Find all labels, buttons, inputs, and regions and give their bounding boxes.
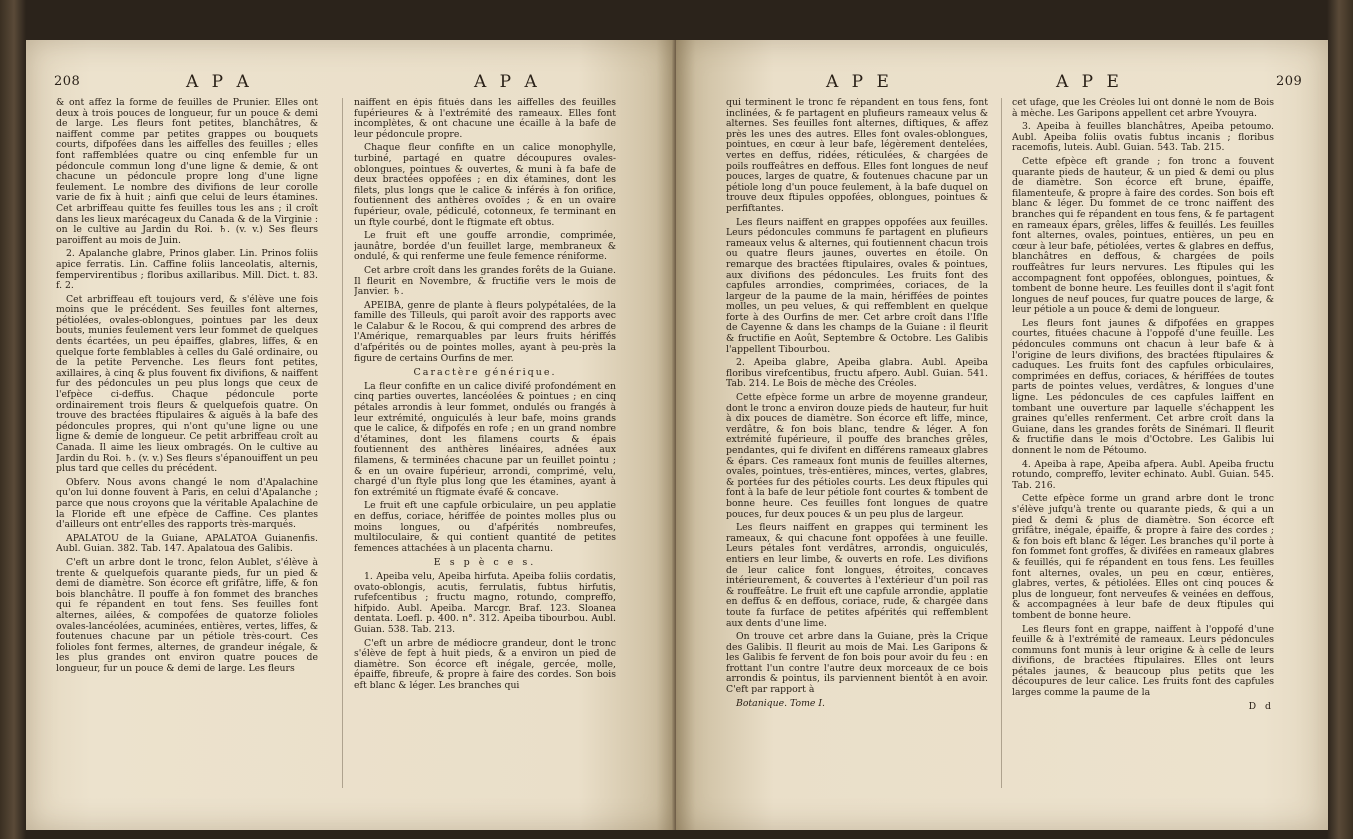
- right-page-number: 209: [1276, 74, 1303, 89]
- paragraph: C'eft un arbre de médiocre grandeur, dont le tronc s'élève de fept à huit pieds, & a environ un pied de diamètre. Son écorce eft inégale, gercée, molle, épaiffe, fibreufe, & propre à faire des cordes. Son bois eft blanc & léger. Les branches qui: [354, 637, 616, 691]
- paragraph: Les fleurs font jaunes & difpofées en grappes courtes, fituées chacune à l'oppofé d'une feuille. Les pédoncules communs ont chacun à leur bafe & à l'origine de leurs divifions, des bractées ftipulaires & caduques. Les fruits font des capfules orbiculaires, comprimées en deffus, coriaces, & hériffées de toutes parts de pointes velues, verdâtres, & longues d'une ligne. Les pédoncules de ces capfules laiffent en tombant une ouverture par laquelle s'échappent les graines qu'elles renferment. Cet arbre croît dans la Guiane, dans les grandes forêts de Sinémari. Il fleurit & fructifie dans le mois d'Octobre. Les Galibis lui donnent le nom de Pétoumo.: [1012, 317, 1274, 456]
- column-rule: [1001, 98, 1002, 788]
- left-header-word-2: A P A: [474, 72, 541, 92]
- paragraph: qui terminent le tronc fe répandent en tous fens, font inclinées, & fe partagent en plufieurs rameaux velus & alternes. Ses feuilles font alternes, diftiques, & affez près les unes des autres. Elles font ovales-oblongues, pointues, en cœur à leur bafe, légèrement dentelées, vertes en deffus, ridées, réticulées, & chargées de poils rouffeâtres en deffous. Elles font longues de neuf pouces, larges de quatre, & foutenues chacune par un pétiole long d'un pouce feulement, à la bafe duquel on trouve deux ftipules oppofées, oblongues, pointues & perfiftantes.: [726, 98, 988, 214]
- paragraph: On trouve cet arbre dans la Guiane, près la Crique des Galibis. Il fleurit au mois de Mai. Les Garipons & les Galibis fe fervent de fon bois pour avoir du feu : en frottant l'un contre l'autre deux morceaux de ce bois arrondis & pointus, ils parviennent bientôt à en avoir. C'eft par rapport à: [726, 631, 988, 696]
- paragraph: cet ufage, que les Créoles lui ont donné le nom de Bois à mèche. Les Garipons appellent cet arbre Yvouyra.: [1012, 98, 1274, 119]
- right-column-1: [726, 98, 988, 810]
- left-page: [26, 40, 676, 830]
- paragraph: Cet arbriffeau eft toujours verd, & s'élève une fois moins que le précédent. Ses feuilles font alternes, pétiolées, ovales-oblongues, pointues par les deux bouts, munies feulement vers leur fommet de quelques dents écartées, un peu épaiffes, glabres, liffes, & en quelque forte femblables à celles du Galé ordinaire, ou de la petite Pervenche. Les fleurs font petites, axillaires, à cinq & plus fouvent fix divifions, & naiffent fur des pédoncules un peu plus longs que ceux de l'efpèce ci-deffus. Chaque pédoncule porte ordinairement trois fleurs & quelquefois quatre. On trouve des bractées ftipulaires & aiguës à la bafe des pédoncules propres, qui n'ont qu'une ligne ou une ligne & demie de longueur. Ce petit arbriffeau croît au Canada. Il aime les lieux ombragés. On le cultive au Jardin du Roi. ♄. (v. v.) Ses fleurs s'épanouiffent un peu plus tard que celles du précédent.: [56, 293, 318, 475]
- footer-signature: Botanique. Tome I.: [736, 697, 825, 709]
- signature-mark: D d: [1248, 700, 1274, 712]
- section-heading: E s p è c e s.: [433, 557, 537, 569]
- paragraph: & ont affez la forme de feuilles de Prunier. Elles ont deux à trois pouces de longueur, fur un pouce & demi de large. Les fleurs font petites, blanchâtres, & naiffent comme par petites grappes ou bouquets courts, difpofées dans les aiffelles des feuilles ; elles font raffemblées quatre ou cinq enfemble fur un pédoncule commun long d'une ligne & demie, & ont chacune un pédoncule propre long d'une ligne feulement. Le nombre des divifions de leur corolle varie de fix à huit ; ainfi que celui de leurs étamines. Cet arbriffeau quitte fes feuilles tous les ans ; il croît dans les lieux marécageux du Canada & de la Virginie : on le cultive au Jardin du Roi. ♄. (v. v.) Ses fleurs paroiffent au mois de Juin.: [56, 98, 318, 246]
- paragraph: Obferv. Nous avons changé le nom d'Apalachine qu'on lui donne fouvent à Paris, en celui d'Apalanche ; parce que nous croyons que la véritable Apalachine de la Floride eft une efpèce de Caffine. Ces plantes d'ailleurs ont entr'elles des rapports très-marqués.: [56, 476, 318, 531]
- paragraph: 1. Apeiba velu, Apeiba hirfuta. Apeiba foliis cordatis, ovato-oblongis, acutis, ferrulatis, fubtus hirfutis, rufefcentibus ; fructu magno, rotundo, compreffo, hifpido. Aubl. Apeiba. Marcgr. Braf. 123. Sloanea dentata. Loefl. p. 400. n°. 312. Apeiba tibourbou. Aubl. Guian. 538. Tab. 213.: [354, 570, 616, 635]
- paragraph: C'eft un arbre dont le tronc, felon Aublet, s'élève à trente & quelquefois quarante pieds, fur un pied & demi de diamètre. Son écorce eft grifâtre, liffe, & fon bois blanchâtre. Il pouffe à fon fommet des branches qui fe répandent en tout fens. Ses feuilles font alternes, ailées, & compofées de quatorze folioles ovales-lancéolées, acuminées, entières, vertes, liffes, & foutenues chacune par un pétiole très-court. Ces folioles font fermes, alternes, de grandeur inégale, & les plus grandes ont environ quatre pouces de longueur, fur un pouce & demi de large. Les fleurs: [56, 556, 318, 674]
- right-page: [676, 40, 1328, 830]
- paragraph: La fleur confifte en un calice divifé profondément en cinq parties ouvertes, lancéolées & pointues ; en cinq pétales arrondis à leur fommet, ondulés ou frangés à leur extrémité, onguiculés à leur bafe, moins grands que le calice, & difpofés en rofe ; en un grand nombre d'étamines, dont les filamens courts & épais foutiennent des anthères linéaires, adnées aux filamens, & terminées chacune par un feuillet pointu ; & en un ovaire fupérieur, arrondi, comprimé, velu, chargé d'un ftyle plus long que les étamines, ayant à fon extrémité un ftigmate évafé & concave.: [354, 380, 616, 498]
- paragraph: Cette efpèce forme un arbre de moyenne grandeur, dont le tronc a environ douze pieds de hauteur, fur huit à dix pouces de diamètre. Son écorce eft liffe, mince, verdâtre, & fon bois blanc, tendre & léger. A fon extrémité fupérieure, il pouffe des branches grêles, pendantes, qui fe divifent en différens rameaux glabres & épars. Ces rameaux font munis de feuilles alternes, ovales, pointues, très-entières, minces, vertes, glabres, & portées fur des pétioles courts. Les deux ftipules qui font à la bafe de leur pétiole font courtes & tombent de bonne heure. Ces feuilles font longues de quatre pouces, fur deux pouces & un peu plus de largeur.: [726, 392, 988, 520]
- paragraph: Chaque fleur confifte en un calice monophylle, turbiné, partagé en quatre découpures ovales-oblongues, pointues & ouvertes, & muni à fa bafe de deux bractées oppofées ; en dix étamines, dont les filets, plus longs que le calice & inférés à fon orifice, foutiennent des anthères ovoïdes ; & en un ovaire fupérieur, ovale, pédiculé, cotonneux, fe terminant en un ftyle courbé, dont le ftigmate eft obtus.: [354, 142, 616, 228]
- paragraph: APEIBA, genre de plante à fleurs polypétalées, de la famille des Tilleuls, qui paroît avoir des rapports avec le Calabur & le Rocou, & qui comprend des arbres de l'Amérique, remarquables par leurs fruits hériffés d'afpérités ou de pointes molles, ayant à peu-près la figure de certains Ourfins de mer.: [354, 299, 616, 364]
- right-page-header: [676, 72, 1328, 98]
- right-column-2: [1012, 98, 1274, 810]
- paragraph: 2. Apalanche glabre, Prinos glaber. Lin. Prinos foliis apice ferratis. Lin. Caffine foliis lanceolatis, alternis, fempervirentibus ; floribus axillaribus. Mill. Dict. t. 83. f. 2.: [56, 248, 318, 292]
- paragraph: Cet arbre croît dans les grandes forêts de la Guiane. Il fleurit en Novembre, & fructifie vers le mois de Janvier. ♄.: [354, 264, 616, 298]
- left-header-word-1: A P A: [186, 72, 253, 92]
- paragraph: Le fruit eft une gouffe arrondie, comprimée, jaunâtre, bordée d'un feuillet large, membraneux & ondulé, & qui renferme une feule femence réniforme.: [354, 230, 616, 263]
- paragraph: APALATOU de la Guiane, APALATOA Guianenfis. Aubl. Guian. 382. Tab. 147. Apalatoua des Galibis.: [56, 532, 318, 555]
- paragraph: Les fleurs naiffent en grappes qui terminent les rameaux, & qui chacune font oppofées à une feuille. Leurs pétales font verdâtres, arrondis, onguiculés, entiers en leur limbe, & ouverts en rofe. Les divifions de leur calice font longues, étroites, concaves intérieurement, & couvertes à l'extérieur d'un poil ras & rouffeâtre. Le fruit eft une capfule arrondie, applatie en deffus & en deffous, coriace, rude, & chargée dans toute fa furface de petites afpérités qui reffemblent aux dents d'une lime.: [726, 522, 988, 629]
- paragraph: Les fleurs naiffent en grappes oppofées aux feuilles. Leurs pédoncules communs fe partagent en plufieurs rameaux velus & alternes, qui foutiennent chacun trois ou quatre fleurs jaunes, ouvertes en étoile. On remarque des bractées ftipulaires, ovales & pointues, aux divifions des pédoncules. Les fruits font des capfules arrondies, comprimées, coriaces, de la largeur de la paume de la main, hériffées de pointes molles, un peu velues, & qui reffemblent en quelque forte à des Ourfins de mer. Cet arbre croît dans l'Ifle de Cayenne & dans les champs de la Guiane : il fleurit & fructifie en Août, Septembre & Octobre. Les Galibis l'appellent Tibourbou.: [726, 216, 988, 355]
- paragraph: Cette efpèce forme un grand arbre dont le tronc s'élève jufqu'à trente ou quarante pieds, & qui a un pied & demi & plus de diamètre. Son écorce eft grifâtre, inégale, épaiffe, & propre à faire des cordes ; & fon bois eft blanc & léger. Les branches qu'il porte à fon fommet font groffes, & divifées en rameaux glabres & feuillés, qui fe répandent en tous fens. Les feuilles font alternes, ovales, un peu en cœur, entières, glabres, vertes, & pétiolées. Elles ont cinq pouces & plus de longueur, font nerveufes & veinées en deffous, & accompagnées à leur bafe de deux ftipules qui tombent de bonne heure.: [1012, 493, 1274, 621]
- paragraph: naiffent en épis fitués dans les aiffelles des feuilles fupérieures & à l'extrémité des rameaux. Elles font incomplètes, & ont chacune une écaille à la bafe de leur pédoncule propre.: [354, 98, 616, 140]
- left-column-2: [354, 98, 616, 810]
- left-page-header: [26, 72, 676, 98]
- paragraph: Le fruit eft une capfule orbiculaire, un peu applatie en deffus, coriace, hériffée de pointes molles plus ou moins longues, ou d'afpérités nombreufes, multiloculaire, & qui contient quantité de petites femences attachées à un placenta charnu.: [354, 500, 616, 554]
- column-rule: [342, 98, 343, 788]
- paragraph: Les fleurs font en grappe, naiffent à l'oppofé d'une feuille & à l'extrémité de rameaux. Leurs pédoncules communs font munis à leur origine & à celle de leurs divifions, de bractées ftipulaires. Elles ont leurs pétales jaunes, & beaucoup plus petits que les découpures de leur calice. Les fruits font des capfules larges comme la paume de la: [1012, 623, 1274, 699]
- paragraph: 4. Apeiba à rape, Apeiba afpera. Aubl. Apeiba fructu rotundo, compreffo, leviter echinato. Aubl. Guian. 545. Tab. 216.: [1012, 458, 1274, 491]
- paragraph: Cette efpèce eft grande ; fon tronc a fouvent quarante pieds de hauteur, & un pied & demi ou plus de diamètre. Son écorce eft brune, épaiffe, filamenteufe, & propre à faire des cordes. Son bois eft blanc & léger. Du fommet de ce tronc naiffent des branches qui fe répandent en tous fens, & fe partagent en rameaux épars, grêles, liffes & feuillés. Les feuilles font alternes, ovales, pointues, entières, un peu en cœur à leur bafe, pétiolées, vertes & glabres en deffus, blanchâtres en deffous, & chargées de poils rouffeâtres fur leurs nervures. Les ftipules qui les accompagnent font oppofées, oblongues, pointues, & tombent de bonne heure. Les feuilles dont il s'agit font longues de neuf pouces, fur quatre pouces de large, & leur pétiole a un pouce & demi de longueur.: [1012, 155, 1274, 316]
- left-column-1: [56, 98, 318, 810]
- right-header-word-1: A P E: [826, 72, 893, 92]
- section-heading: Caractère générique.: [413, 367, 557, 379]
- left-page-number: 208: [54, 74, 81, 89]
- right-header-word-2: A P E: [1056, 72, 1123, 92]
- paragraph: 3. Apeiba à feuilles blanchâtres, Apeiba petoumo. Aubl. Apeiba foliis ovatis fubtus incanis ; floribus racemofis, luteis. Aubl. Guian. 543. Tab. 215.: [1012, 121, 1274, 154]
- paragraph: 2. Apeiba glabre, Apeiba glabra. Aubl. Apeiba floribus virefcentibus, fructu afpero. Aubl. Guian. 541. Tab. 214. Le Bois de mèche des Créoles.: [726, 357, 988, 390]
